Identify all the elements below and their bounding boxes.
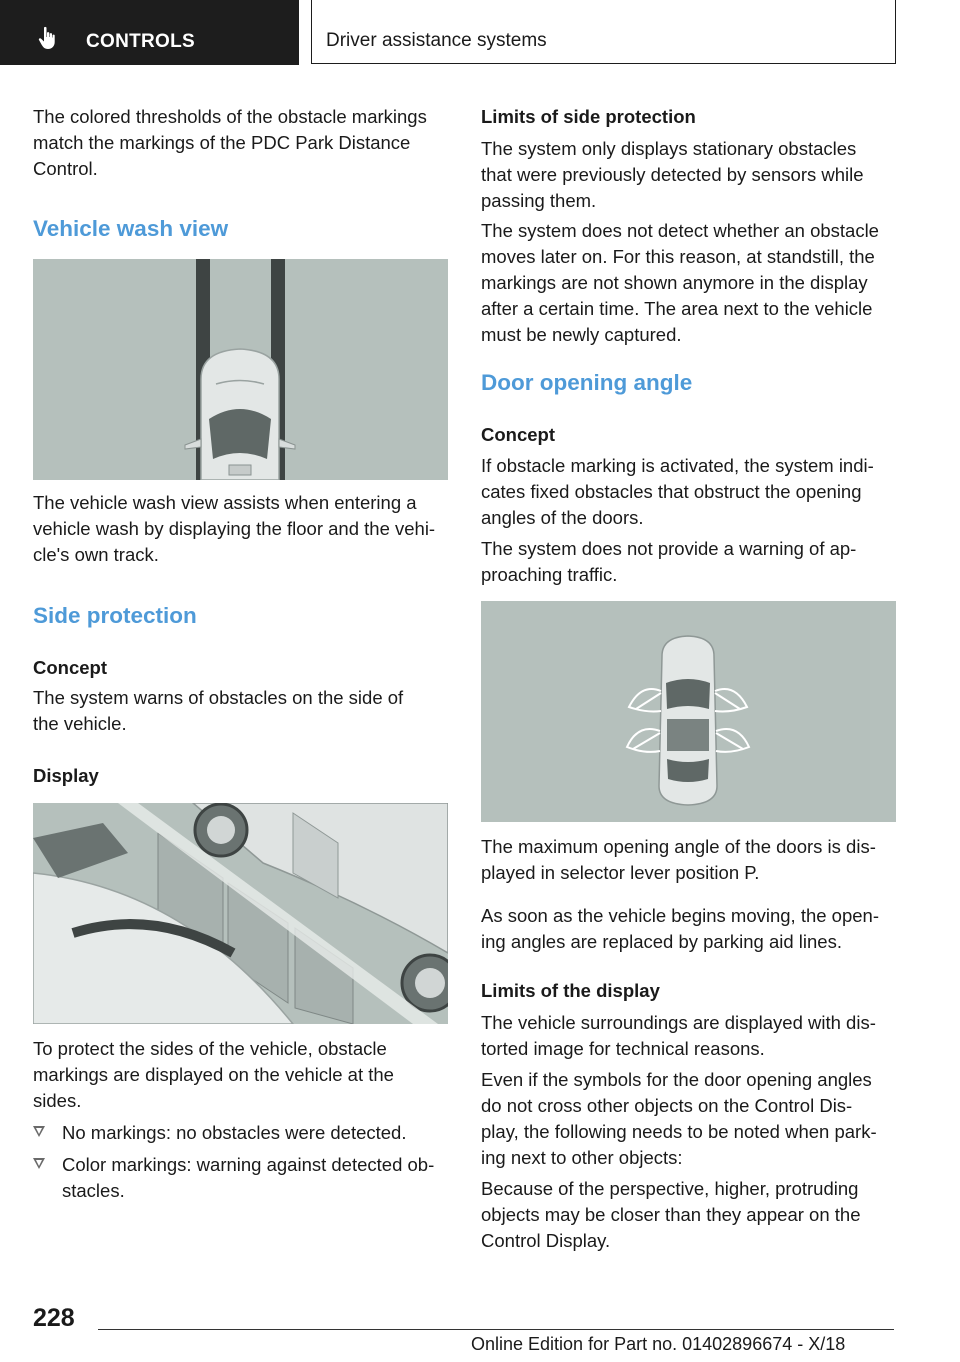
- limits-text-line: The system only displays stationary obstacles: [481, 138, 857, 159]
- chapter-tab: [311, 0, 896, 64]
- limits-text-line: passing them.: [481, 190, 597, 211]
- intro-line: The colored thresholds of the obstacle markings: [33, 106, 427, 127]
- limits-text-line: The system does not detect whether an obstacle: [481, 220, 879, 241]
- display-text-line: To protect the sides of the vehicle, obstacle: [33, 1038, 387, 1059]
- section-title: CONTROLS: [86, 31, 196, 52]
- angle-text-line: played in selector lever position P.: [481, 862, 760, 883]
- limits-text-line: must be newly captured.: [481, 324, 682, 345]
- concept-text-line: angles of the doors.: [481, 507, 644, 528]
- limits-display-heading: Limits of the display: [481, 980, 660, 1001]
- door-opening-angle-figure: [481, 601, 896, 822]
- display-text-line: Because of the perspective, higher, protruding: [481, 1178, 859, 1199]
- display-text-line: The vehicle surroundings are displayed with dis-: [481, 1012, 876, 1033]
- display-text-line: Control Display.: [481, 1230, 611, 1251]
- wash-text-line: The vehicle wash view assists when entering a: [33, 492, 417, 513]
- display-text-line: ing next to other objects:: [481, 1147, 683, 1168]
- side-protection-illustration: [33, 803, 448, 1024]
- display-text-line: markings are displayed on the vehicle at the: [33, 1064, 394, 1085]
- concept-text-line: proaching traffic.: [481, 564, 618, 585]
- side-protection-figure: [33, 803, 448, 1024]
- side-protection-heading: Side protection: [33, 603, 197, 628]
- vehicle-wash-illustration: [33, 259, 448, 480]
- angle-text-line: As soon as the vehicle begins moving, the open-: [481, 905, 879, 926]
- vehicle-wash-heading: Vehicle wash view: [33, 216, 229, 241]
- display-text-line: objects may be closer than they appear on the: [481, 1204, 861, 1225]
- triangle-bullet-icon: [33, 1158, 45, 1169]
- triangle-bullet-icon: [33, 1126, 45, 1137]
- footer-edition: Online Edition for Part no. 01402896674 - X/18: [471, 1334, 846, 1354]
- list-item-text: Color markings: warning against detected ob-: [62, 1154, 435, 1175]
- angle-text-line: ing angles are replaced by parking aid lines.: [481, 931, 842, 952]
- limits-text-line: markings are not shown anymore in the display: [481, 272, 868, 293]
- display-text-line: sides.: [33, 1090, 82, 1111]
- door-opening-angle-heading: Door opening angle: [481, 370, 693, 395]
- limits-text-line: after a certain time. The area next to the vehicle: [481, 298, 873, 319]
- angle-text-line: The maximum opening angle of the doors is dis-: [481, 836, 876, 857]
- display-text-line: torted image for technical reasons.: [481, 1038, 765, 1059]
- door-opening-illustration: [481, 601, 896, 822]
- wash-text-line: cle's own track.: [33, 544, 159, 565]
- concept-text-line: The system warns of obstacles on the side of: [33, 687, 404, 708]
- display-text-line: do not cross other objects on the Control Dis-: [481, 1095, 853, 1116]
- limits-text-line: that were previously detected by sensors while: [481, 164, 864, 185]
- concept-text-line: If obstacle marking is activated, the system indi-: [481, 455, 874, 476]
- limits-text-line: moves later on. For this reason, at standstill, the: [481, 246, 875, 267]
- display-heading: Display: [33, 765, 99, 786]
- page-number: 228: [33, 1304, 75, 1332]
- concept-text-line: cates fixed obstacles that obstruct the opening: [481, 481, 862, 502]
- list-item-text: stacles.: [62, 1180, 125, 1201]
- footer-divider: [98, 1329, 894, 1330]
- limits-side-protection-heading: Limits of side protection: [481, 106, 696, 127]
- concept-text-line: the vehicle.: [33, 713, 127, 734]
- list-item-text: No markings: no obstacles were detected.: [62, 1122, 407, 1143]
- intro-line: Control.: [33, 158, 98, 179]
- hand-pointer-icon: [38, 26, 58, 50]
- display-text-line: Even if the symbols for the door opening angles: [481, 1069, 872, 1090]
- concept-heading: Concept: [481, 424, 555, 445]
- vehicle-wash-figure: [33, 259, 448, 480]
- concept-text-line: The system does not provide a warning of ap-: [481, 538, 857, 559]
- display-text-line: play, the following needs to be noted when park-: [481, 1121, 877, 1142]
- intro-line: match the markings of the PDC Park Distance: [33, 132, 411, 153]
- concept-heading: Concept: [33, 657, 107, 678]
- chapter-title: Driver assistance systems: [326, 30, 547, 51]
- section-tab: [0, 0, 299, 65]
- wash-text-line: vehicle wash by displaying the floor and the vehi-: [33, 518, 436, 539]
